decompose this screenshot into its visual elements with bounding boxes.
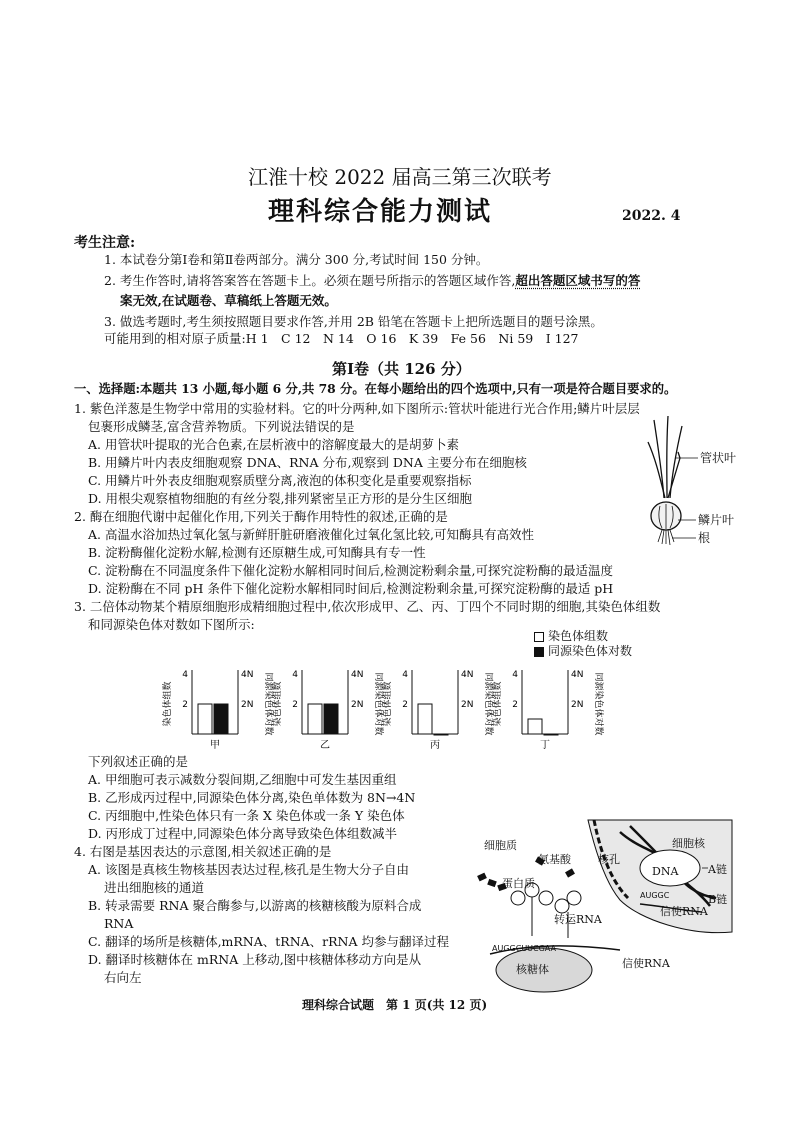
q2-option-a: A. 高温水浴加热过氧化氢与新鲜肝脏研磨液催化过氧化氢比较,可知酶具有高效性: [88, 527, 534, 542]
fig-label-trna: 转运RNA: [554, 913, 602, 926]
q1-option-d: D. 用根尖观察植物细胞的有丝分裂,排列紧密呈正方形的是分生区细胞: [88, 491, 472, 506]
q3-option-b: B. 乙形成丙过程中,同源染色体分离,染色单体数为 8N→4N: [88, 790, 416, 805]
q4-option-d-1: D. 翻译时核糖体在 mRNA 上移动,图中核糖体移动方向是从: [88, 952, 422, 967]
q3-stem-2: 和同源染色体对数如下图所示:: [88, 617, 255, 632]
q4-option-b-2: RNA: [104, 916, 134, 931]
chart-3-ytick-1: 2: [512, 700, 518, 710]
q4-option-a-1: A. 该图是真核生物核基因表达过程,核孔是生物大分子自由: [88, 862, 409, 877]
chart-2-ytick-1: 2: [402, 700, 408, 710]
notice-item-3: 3. 做选考题时,考生须按照题目要求作答,并用 2B 铅笔在答题卡上把所选题目的题号涂黑。: [104, 314, 603, 329]
chart-2-bar-groups: [418, 704, 432, 734]
chart-2-ytick-2: 4: [402, 670, 408, 680]
fig-label-dna: DNA: [652, 865, 679, 878]
fig-label-pore: 核孔: [598, 853, 620, 866]
chart-1-y2label: 同源染色体对数: [373, 672, 383, 736]
q3-after: 下列叙述正确的是: [88, 754, 189, 769]
chart-1-y2tick-2: 4N: [351, 670, 364, 680]
legend-swatch-open: [534, 632, 544, 642]
chart-2-y2tick-1: 2N: [461, 700, 474, 710]
q2-option-d: D. 淀粉酶在不同 pH 条件下催化淀粉水解相同时间后,检测淀粉剩余量,可探究淀粉酶的最适 pH: [88, 581, 614, 596]
chart-0-bar-pairs: [214, 704, 228, 734]
q3-stem-1: 3. 二倍体动物某个精原细胞形成精细胞过程中,依次形成甲、乙、丙、丁四个不同时期的细胞,其染色体组数: [74, 599, 661, 614]
q3-option-c: C. 丙细胞中,性染色体只有一条 X 染色体或一条 Y 染色体: [88, 808, 405, 823]
chart-1-bar-groups: [308, 704, 322, 734]
q1-stem-2: 包裹形成鳞茎,富含营养物质。下列说法错误的是: [88, 419, 355, 434]
fig-label-protein: 蛋白质: [502, 877, 535, 890]
q3-option-d: D. 丙形成丁过程中,同源染色体分离导致染色体组数减半: [88, 826, 397, 841]
onion-label-tubular-leaf: 管状叶: [700, 451, 737, 465]
chart-0-y2tick-1: 2N: [241, 700, 254, 710]
chart-2-y2tick-2: 4N: [461, 670, 474, 680]
notice-heading: 考生注意:: [74, 235, 136, 251]
fig-label-amino-acid: 氨基酸: [538, 853, 571, 866]
chart-1-ylabel: 染色体组数: [273, 681, 283, 727]
main-title: 理科综合能力测试: [268, 197, 493, 227]
svg-text:AUGGC: AUGGC: [640, 891, 670, 900]
top-title: 江淮十校 2022 届高三第三次联考: [248, 165, 552, 189]
fig-label-a-chain: A链: [708, 863, 727, 876]
chart-1-ytick-1: 2: [292, 700, 298, 710]
chart-0-ytick-2: 4: [182, 670, 188, 680]
chart-1-title: 乙: [320, 740, 330, 751]
notice-item-2-emphasis: 超出答题区域书写的答: [515, 273, 641, 288]
chart-3-ytick-2: 4: [512, 670, 518, 680]
chart-2-title: 丙: [430, 740, 440, 751]
fig-label-mrna-bottom: 信使RNA: [622, 957, 670, 970]
q3-option-a: A. 甲细胞可表示减数分裂间期,乙细胞中可发生基因重组: [88, 772, 397, 787]
fig-label-nucleus: 细胞核: [672, 837, 705, 850]
chart-3-bar-pairs: [544, 734, 558, 735]
legend-label-pairs: 同源染色体对数: [548, 644, 633, 658]
ribosome-sequence: AUGGCUUCGAA: [492, 944, 556, 953]
fig-label-cytoplasm: 细胞质: [484, 839, 517, 852]
chart-3-y2tick-2: 4N: [571, 670, 584, 680]
fig-label-ribosome: 核糖体: [516, 963, 549, 976]
chart-2-bar-pairs: [434, 734, 448, 735]
chart-0-y2tick-2: 4N: [241, 670, 254, 680]
chart-3-y2label: 同源染色体对数: [593, 672, 603, 736]
legend-swatch-filled: [534, 647, 544, 657]
chart-legend-item-pairs: [534, 644, 632, 659]
page-footer: 理科综合试题 第 1 页(共 12 页): [302, 998, 488, 1012]
onion-label-root: 根: [698, 531, 711, 545]
q2-option-b: B. 淀粉酶催化淀粉水解,检测有还原糖生成,可知酶具有专一性: [88, 545, 426, 560]
notice-item-1: 1. 本试卷分第Ⅰ卷和第Ⅱ卷两部分。满分 300 分,考试时间 150 分钟。: [104, 252, 489, 267]
section-intro: 一、选择题:本题共 13 小题,每小题 6 分,共 78 分。在每小题给出的四个选项中,只有一项是符合题目要求的。: [74, 381, 677, 396]
chart-2-ylabel: 染色体组数: [383, 681, 393, 727]
chart-1-ytick-2: 4: [292, 670, 298, 680]
section-heading: 第Ⅰ卷（共 126 分）: [332, 360, 471, 378]
q1-option-b: B. 用鳞片叶内表皮细胞观察 DNA、RNA 分布,观察到 DNA 主要分布在细胞核: [88, 455, 527, 470]
q4-option-d-2: 右向左: [104, 970, 142, 985]
exam-date: 2022. 4: [622, 208, 681, 224]
q4-option-c: C. 翻译的场所是核糖体,mRNA、tRNA、rRNA 均参与翻译过程: [88, 934, 449, 949]
chart-2-y2label: 同源染色体对数: [483, 672, 493, 736]
chart-1-y2tick-1: 2N: [351, 700, 364, 710]
chart-0-ytick-1: 2: [182, 700, 188, 710]
chart-3-y2tick-1: 2N: [571, 700, 584, 710]
q2-stem: 2. 酶在细胞代谢中起催化作用,下列关于酶作用特性的叙述,正确的是: [74, 509, 448, 524]
q1-stem-1: 1. 紫色洋葱是生物学中常用的实验材料。它的叶分两种,如下图所示:管状叶能进行光合作用;鳞片叶层层: [74, 401, 640, 416]
chart-1-bar-pairs: [324, 704, 338, 734]
chart-0-y2label: 同源染色体对数: [263, 672, 273, 736]
notice-item-2-cont: 案无效,在试题卷、草稿纸上答题无效。: [120, 293, 337, 308]
chromosome-charts: [160, 658, 603, 754]
q4-option-b-1: B. 转录需要 RNA 聚合酶参与,以游离的核糖核酸为原料合成: [88, 898, 422, 913]
onion-label-scale-leaf: 鳞片叶: [698, 513, 735, 527]
notice-item-2-text: 2. 考生作答时,请将答案答在答题卡上。必须在题号所指示的答题区域作答,: [104, 273, 516, 288]
notice-item-2: [104, 273, 640, 289]
chart-0-title: 甲: [210, 740, 220, 751]
q4-stem: 4. 右图是基因表达的示意图,相关叙述正确的是: [74, 844, 332, 859]
chart-3-title: 丁: [540, 740, 550, 751]
atomic-masses: 可能用到的相对原子质量:H 1 C 12 N 14 O 16 K 39 Fe 56 Ni 59 I 127: [104, 331, 579, 346]
chart-3-ylabel: 染色体组数: [493, 681, 503, 727]
q1-option-a: A. 用管状叶提取的光合色素,在层析液中的溶解度最大的是胡萝卜素: [88, 437, 459, 452]
fig-label-mrna-top: 信使RNA: [660, 905, 708, 918]
chart-0-ylabel: 染色体组数: [163, 681, 173, 727]
q2-option-c: C. 淀粉酶在不同温度条件下催化淀粉水解相同时间后,检测淀粉剩余量,可探究淀粉酶的最适温度: [88, 563, 614, 578]
chart-legend-item-groups: [534, 629, 608, 644]
q4-option-a-2: 进出细胞核的通道: [104, 880, 205, 895]
legend-label-groups: 染色体组数: [548, 629, 609, 643]
fig-label-b-chain: B链: [708, 893, 728, 906]
chart-3-bar-groups: [528, 719, 542, 734]
q1-option-c: C. 用鳞片叶外表皮细胞观察质壁分离,液泡的体积变化是重要观察指标: [88, 473, 472, 488]
chart-0-bar-groups: [198, 704, 212, 734]
